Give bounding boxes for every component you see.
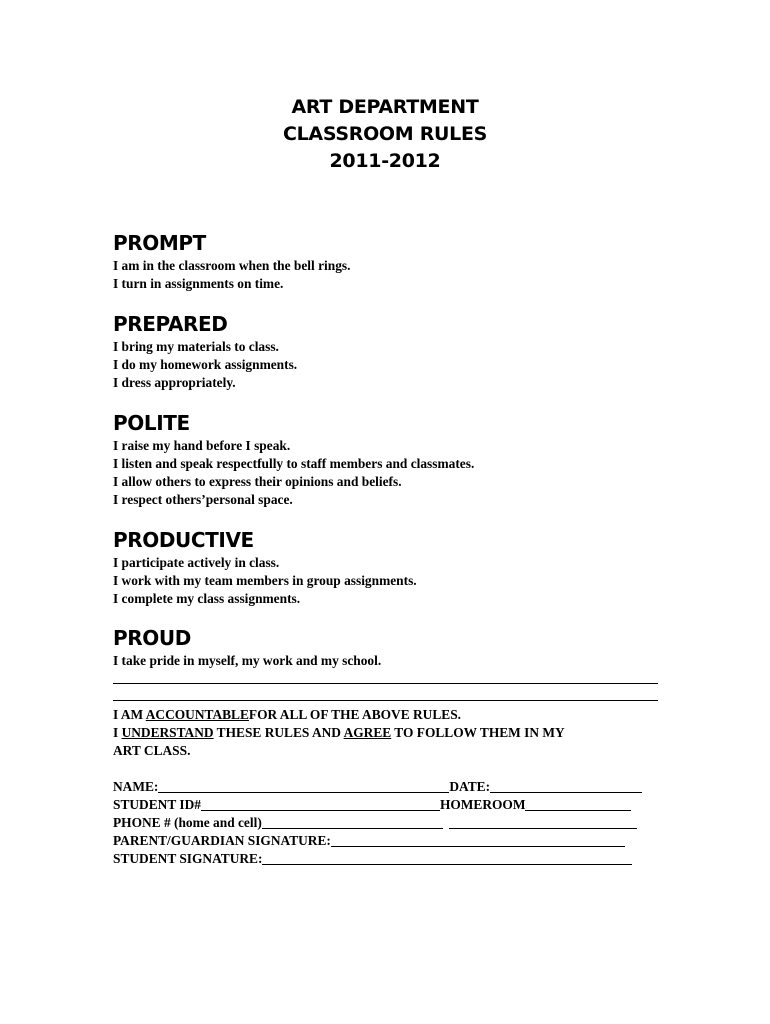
title-line-3: 2011-2012 xyxy=(329,150,441,172)
phone-home-field[interactable] xyxy=(262,815,443,829)
form-row-parent-signature xyxy=(113,832,658,850)
phone-label: PHONE # (home and cell) xyxy=(113,815,262,830)
rule-item: I take pride in myself, my work and my school. xyxy=(113,653,382,668)
name-label: NAME: xyxy=(113,779,159,794)
student-signature-field[interactable] xyxy=(262,851,632,865)
agreement-line-2 xyxy=(113,724,673,742)
agree-emphasis: AGREE xyxy=(343,725,392,740)
parent-signature-field[interactable] xyxy=(331,833,625,847)
agreement-text: THESE RULES AND xyxy=(213,725,344,740)
horizontal-rule xyxy=(113,700,658,701)
agreement-text: I xyxy=(113,725,122,740)
agreement-statement xyxy=(113,706,673,760)
rule-item: I work with my team members in group assignments. xyxy=(113,573,417,588)
section-heading: POLITE xyxy=(113,411,190,435)
agreement-line-1 xyxy=(113,706,673,724)
form-row-id-homeroom xyxy=(113,796,658,814)
rule-item: I am in the classroom when the bell rings. xyxy=(113,258,351,273)
agreement-text: I AM xyxy=(113,707,146,722)
homeroom-field[interactable] xyxy=(525,797,631,811)
section-heading: PRODUCTIVE xyxy=(113,528,254,552)
parent-signature-label: PARENT/GUARDIAN SIGNATURE: xyxy=(113,833,331,848)
rule-item: I allow others to express their opinions and beliefs. xyxy=(113,474,402,489)
form-row-student-signature xyxy=(113,850,658,868)
understand-emphasis: UNDERSTAND xyxy=(121,725,214,740)
agreement-line-3: ART CLASS. xyxy=(113,743,191,758)
rule-item: I complete my class assignments. xyxy=(113,591,301,606)
rule-item: I do my homework assignments. xyxy=(113,357,298,372)
section-productive xyxy=(113,528,673,608)
section-proud xyxy=(113,626,673,670)
form-row-phone xyxy=(113,814,658,832)
signature-form xyxy=(113,778,658,868)
student-signature-label: STUDENT SIGNATURE: xyxy=(113,851,263,866)
rule-item: I dress appropriately. xyxy=(113,375,236,390)
homeroom-label: HOMEROOM xyxy=(439,797,526,812)
rule-item: I respect others’personal space. xyxy=(113,492,293,507)
document-title xyxy=(0,94,770,175)
date-label: DATE: xyxy=(449,779,491,794)
title-line-1: ART DEPARTMENT xyxy=(291,96,479,118)
horizontal-rule xyxy=(113,683,658,684)
student-id-field[interactable] xyxy=(201,797,440,811)
rule-item: I participate actively in class. xyxy=(113,555,280,570)
agreement-text: FOR ALL OF THE ABOVE RULES. xyxy=(248,707,461,722)
section-heading: PREPARED xyxy=(113,312,228,336)
phone-cell-field[interactable] xyxy=(449,815,637,829)
student-id-label: STUDENT ID# xyxy=(113,797,201,812)
section-heading: PROUD xyxy=(113,626,191,650)
name-field[interactable] xyxy=(158,779,449,793)
section-heading: PROMPT xyxy=(113,231,206,255)
rule-item: I listen and speak respectfully to staff members and classmates. xyxy=(113,456,475,471)
date-field[interactable] xyxy=(490,779,642,793)
agreement-text: TO FOLLOW THEM IN MY xyxy=(391,725,565,740)
section-prepared xyxy=(113,312,673,392)
section-prompt xyxy=(113,231,673,293)
rule-item: I turn in assignments on time. xyxy=(113,276,284,291)
rule-item: I raise my hand before I speak. xyxy=(113,438,291,453)
section-polite xyxy=(113,411,673,509)
title-line-2: CLASSROOM RULES xyxy=(282,123,488,145)
form-row-name-date xyxy=(113,778,658,796)
accountable-emphasis: ACCOUNTABLE xyxy=(145,707,249,722)
rule-item: I bring my materials to class. xyxy=(113,339,279,354)
